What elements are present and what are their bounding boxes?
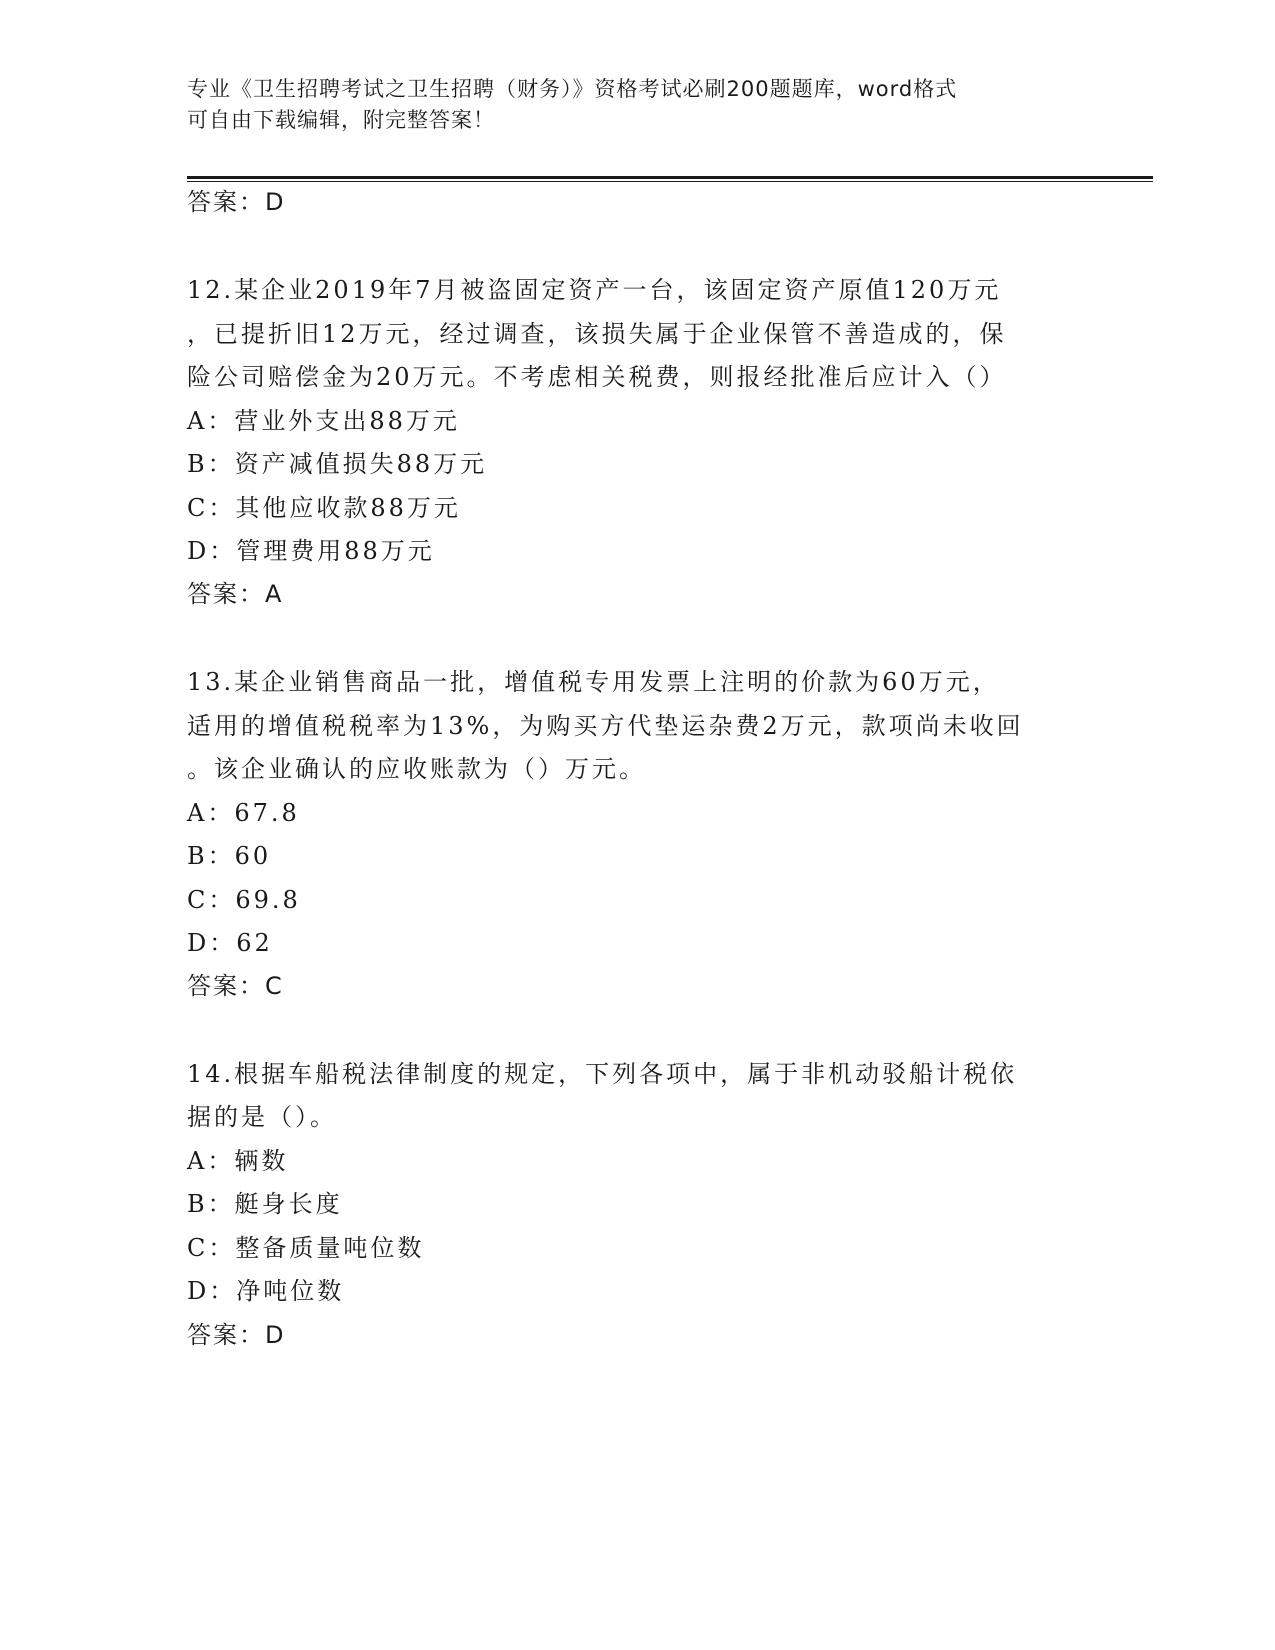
- question-12-answer: 答案：A: [187, 580, 284, 608]
- question-14-stem-line-1: 14.根据车船税法律制度的规定，下列各项中，属于非机动驳船计税依: [187, 1060, 1018, 1088]
- question-12-stem-line-3: 险公司赔偿金为20万元。不考虑相关税费，则报经批准后应计入（）: [187, 363, 1007, 391]
- question-13-stem-line-2: 适用的增值税税率为13%，为购买方代垫运杂费2万元，款项尚未收回: [187, 712, 1024, 740]
- question-13-answer: 答案：C: [187, 972, 284, 1000]
- header-divider-thick: [187, 176, 1153, 179]
- question-14-option-c: C：整备质量吨位数: [187, 1234, 425, 1262]
- question-14-stem-line-2: 据的是（）。: [187, 1103, 337, 1131]
- header-line-1: 专业《卫生招聘考试之卫生招聘（财务）》资格考试必刷200题题库，word格式: [187, 77, 958, 101]
- previous-answer: 答案：D: [187, 188, 286, 216]
- document-header: [187, 74, 1077, 136]
- question-13-option-c: C：69.8: [187, 886, 301, 914]
- question-14-option-b: B：艇身长度: [187, 1190, 343, 1218]
- question-12-stem-line-1: 12.某企业2019年7月被盗固定资产一台，该固定资产原值120万元: [187, 276, 1002, 304]
- question-14-option-d: D：净吨位数: [187, 1277, 345, 1305]
- question-12-option-b: B：资产减值损失88万元: [187, 450, 488, 478]
- question-12-option-c: C：其他应收款88万元: [187, 494, 461, 522]
- header-line-2: 可自由下载编辑，附完整答案！: [187, 108, 495, 132]
- question-13-option-b: B：60: [187, 842, 272, 870]
- question-14-option-a: A：辆数: [187, 1147, 289, 1175]
- question-12-option-a: A：营业外支出88万元: [187, 407, 460, 435]
- header-divider-thin: [187, 181, 1153, 182]
- question-12-stem-line-2: ，已提折旧12万元，经过调查，该损失属于企业保管不善造成的，保: [187, 320, 1007, 348]
- question-12-option-d: D：管理费用88万元: [187, 537, 435, 565]
- question-13-option-a: A：67.8: [187, 799, 300, 827]
- question-13-stem-line-1: 13.某企业销售商品一批，增值税专用发票上注明的价款为60万元，: [187, 668, 1000, 696]
- question-14-answer: 答案：D: [187, 1321, 286, 1349]
- question-13-option-d: D：62: [187, 929, 273, 957]
- question-13-stem-line-3: 。该企业确认的应收账款为（）万元。: [187, 755, 646, 783]
